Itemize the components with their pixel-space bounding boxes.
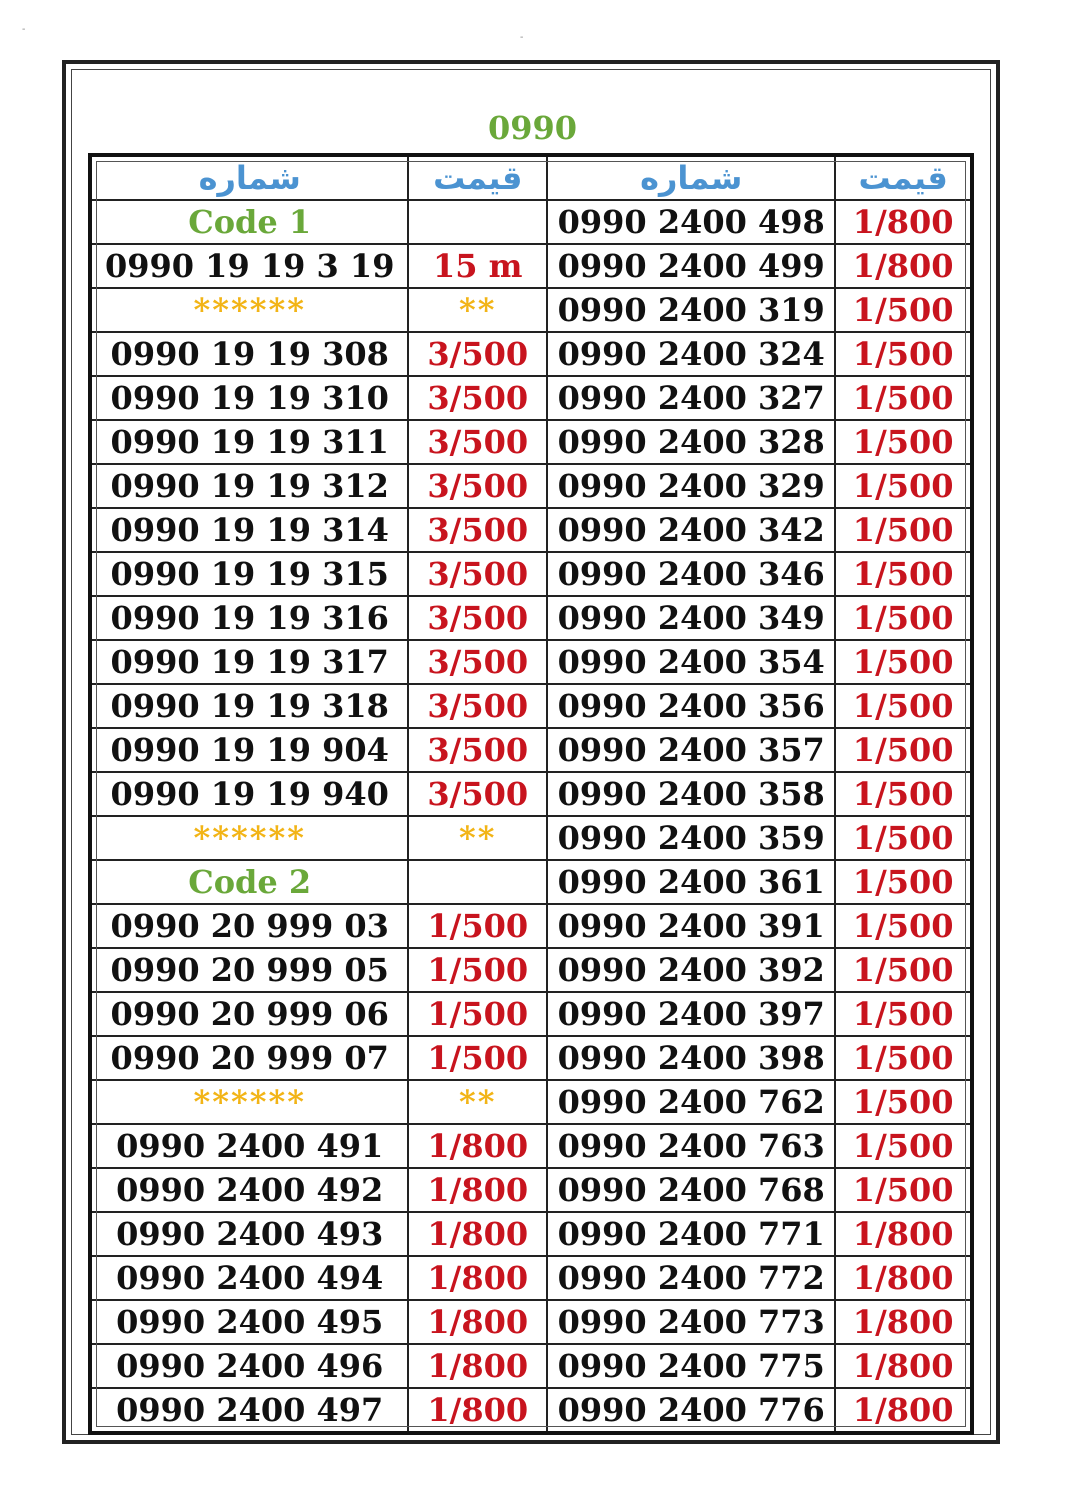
phone-number-left: 0990 19 19 3 19 [90, 244, 408, 288]
table-row [90, 552, 972, 596]
price-right: 1/800 [835, 1300, 972, 1344]
phone-number-left: 0990 19 19 904 [90, 728, 408, 772]
price-left: 1/500 [408, 1036, 547, 1080]
price-left: 1/800 [408, 1344, 547, 1388]
price-right: 1/800 [835, 1256, 972, 1300]
price-left: 1/500 [408, 992, 547, 1036]
phone-number-left: 0990 19 19 314 [90, 508, 408, 552]
price-left: 3/500 [408, 420, 547, 464]
price-right: 1/500 [835, 508, 972, 552]
phone-number-left: 0990 2400 496 [90, 1344, 408, 1388]
phone-number-right: 0990 2400 773 [547, 1300, 835, 1344]
price-right: 1/800 [835, 244, 972, 288]
price-left: 1/500 [408, 948, 547, 992]
phone-number-left: 0990 19 19 312 [90, 464, 408, 508]
price-left: 15 m [408, 244, 547, 288]
table-row [90, 1036, 972, 1080]
table-row [90, 1124, 972, 1168]
phone-number-right: 0990 2400 324 [547, 332, 835, 376]
phone-number-right: 0990 2400 498 [547, 200, 835, 244]
phone-number-right: 0990 2400 329 [547, 464, 835, 508]
table-row [90, 728, 972, 772]
table-row [90, 376, 972, 420]
phone-number-right: 0990 2400 397 [547, 992, 835, 1036]
phone-number-right: 0990 2400 391 [547, 904, 835, 948]
separator-stars: ****** [90, 288, 408, 332]
price-right: 1/500 [835, 948, 972, 992]
price-table [88, 153, 974, 1435]
phone-number-right: 0990 2400 771 [547, 1212, 835, 1256]
phone-number-right: 0990 2400 354 [547, 640, 835, 684]
table-row [90, 464, 972, 508]
header-price-right: قیمت [835, 155, 972, 200]
price-right: 1/500 [835, 684, 972, 728]
price-left: 3/500 [408, 772, 547, 816]
table-row [90, 288, 972, 332]
phone-number-left: 0990 2400 497 [90, 1388, 408, 1433]
price-right: 1/500 [835, 376, 972, 420]
price-right: 1/800 [835, 1344, 972, 1388]
price-left: 3/500 [408, 508, 547, 552]
price-right: 1/500 [835, 816, 972, 860]
price-right: 1/500 [835, 860, 972, 904]
phone-number-left: 0990 2400 492 [90, 1168, 408, 1212]
phone-number-left: 0990 2400 494 [90, 1256, 408, 1300]
table-row [90, 244, 972, 288]
table-row [90, 1344, 972, 1388]
page-title: 0990 [487, 109, 578, 147]
table-row [90, 816, 972, 860]
price-right: 1/800 [835, 1212, 972, 1256]
price-right: 1/500 [835, 332, 972, 376]
table-row [90, 1212, 972, 1256]
header-number-right: شماره [547, 155, 835, 200]
phone-number-right: 0990 2400 357 [547, 728, 835, 772]
phone-number-right: 0990 2400 762 [547, 1080, 835, 1124]
price-right: 1/500 [835, 596, 972, 640]
price-right: 1/500 [835, 1080, 972, 1124]
price-left [408, 860, 547, 904]
price-left: 3/500 [408, 464, 547, 508]
table-row [90, 1388, 972, 1433]
price-left: 1/800 [408, 1124, 547, 1168]
phone-number-left: 0990 20 999 06 [90, 992, 408, 1036]
phone-number-right: 0990 2400 356 [547, 684, 835, 728]
price-left [408, 200, 547, 244]
price-left: 1/500 [408, 904, 547, 948]
table-row [90, 860, 972, 904]
phone-number-right: 0990 2400 763 [547, 1124, 835, 1168]
phone-number-left: 0990 19 19 308 [90, 332, 408, 376]
phone-number-right: 0990 2400 342 [547, 508, 835, 552]
price-left: 1/800 [408, 1168, 547, 1212]
separator-stars: ****** [90, 816, 408, 860]
price-right: 1/500 [835, 552, 972, 596]
phone-number-left: 0990 19 19 940 [90, 772, 408, 816]
phone-number-left: 0990 2400 495 [90, 1300, 408, 1344]
price-right: 1/800 [835, 200, 972, 244]
table-row [90, 948, 972, 992]
separator-stars-price: ** [408, 816, 547, 860]
phone-number-left: 0990 20 999 05 [90, 948, 408, 992]
table-row [90, 1168, 972, 1212]
phone-number-right: 0990 2400 768 [547, 1168, 835, 1212]
phone-number-right: 0990 2400 349 [547, 596, 835, 640]
price-left: 1/800 [408, 1300, 547, 1344]
phone-number-right: 0990 2400 499 [547, 244, 835, 288]
phone-number-right: 0990 2400 775 [547, 1344, 835, 1388]
phone-number-right: 0990 2400 776 [547, 1388, 835, 1433]
separator-stars-price: ** [408, 1080, 547, 1124]
table-row [90, 420, 972, 464]
phone-number-left: 0990 19 19 317 [90, 640, 408, 684]
header-price-left: قیمت [408, 155, 547, 200]
price-left: 3/500 [408, 332, 547, 376]
phone-number-right: 0990 2400 327 [547, 376, 835, 420]
table-row [90, 1080, 972, 1124]
corner-mark-top: - [520, 32, 524, 43]
price-left: 3/500 [408, 552, 547, 596]
price-left: 1/800 [408, 1388, 547, 1433]
price-right: 1/500 [835, 420, 972, 464]
phone-number-right: 0990 2400 358 [547, 772, 835, 816]
phone-number-left: 0990 19 19 316 [90, 596, 408, 640]
header-row [90, 155, 972, 200]
price-left: 1/800 [408, 1212, 547, 1256]
code-section-label: Code 2 [90, 860, 408, 904]
price-right: 1/500 [835, 772, 972, 816]
phone-number-right: 0990 2400 361 [547, 860, 835, 904]
price-left: 3/500 [408, 640, 547, 684]
table-body [90, 200, 972, 1433]
price-left: 3/500 [408, 684, 547, 728]
price-right: 1/500 [835, 464, 972, 508]
table-row [90, 684, 972, 728]
phone-number-left: 0990 19 19 318 [90, 684, 408, 728]
table-row [90, 904, 972, 948]
table-row [90, 1300, 972, 1344]
price-right: 1/500 [835, 1036, 972, 1080]
price-right: 1/500 [835, 640, 972, 684]
separator-stars-price: ** [408, 288, 547, 332]
price-right: 1/800 [835, 1388, 972, 1433]
price-right: 1/500 [835, 992, 972, 1036]
price-right: 1/500 [835, 728, 972, 772]
phone-number-left: 0990 19 19 315 [90, 552, 408, 596]
phone-number-right: 0990 2400 319 [547, 288, 835, 332]
price-left: 3/500 [408, 728, 547, 772]
price-right: 1/500 [835, 904, 972, 948]
table-row [90, 508, 972, 552]
table-row [90, 772, 972, 816]
price-right: 1/500 [835, 288, 972, 332]
table-row [90, 640, 972, 684]
table-row [90, 1256, 972, 1300]
phone-number-left: 0990 20 999 07 [90, 1036, 408, 1080]
price-right: 1/500 [835, 1124, 972, 1168]
phone-number-right: 0990 2400 392 [547, 948, 835, 992]
table-row [90, 332, 972, 376]
separator-stars: ****** [90, 1080, 408, 1124]
phone-number-left: 0990 20 999 03 [90, 904, 408, 948]
price-left: 1/800 [408, 1256, 547, 1300]
table-row [90, 200, 972, 244]
table-row [90, 596, 972, 640]
phone-number-left: 0990 19 19 311 [90, 420, 408, 464]
price-right: 1/500 [835, 1168, 972, 1212]
phone-number-left: 0990 19 19 310 [90, 376, 408, 420]
code-section-label: Code 1 [90, 200, 408, 244]
header-number-left: شماره [90, 155, 408, 200]
price-left: 3/500 [408, 596, 547, 640]
phone-number-right: 0990 2400 346 [547, 552, 835, 596]
price-left: 3/500 [408, 376, 547, 420]
phone-number-left: 0990 2400 491 [90, 1124, 408, 1168]
phone-number-right: 0990 2400 328 [547, 420, 835, 464]
phone-number-right: 0990 2400 772 [547, 1256, 835, 1300]
phone-number-right: 0990 2400 359 [547, 816, 835, 860]
phone-number-right: 0990 2400 398 [547, 1036, 835, 1080]
table-row [90, 992, 972, 1036]
phone-number-left: 0990 2400 493 [90, 1212, 408, 1256]
corner-mark-left: - [22, 24, 26, 35]
